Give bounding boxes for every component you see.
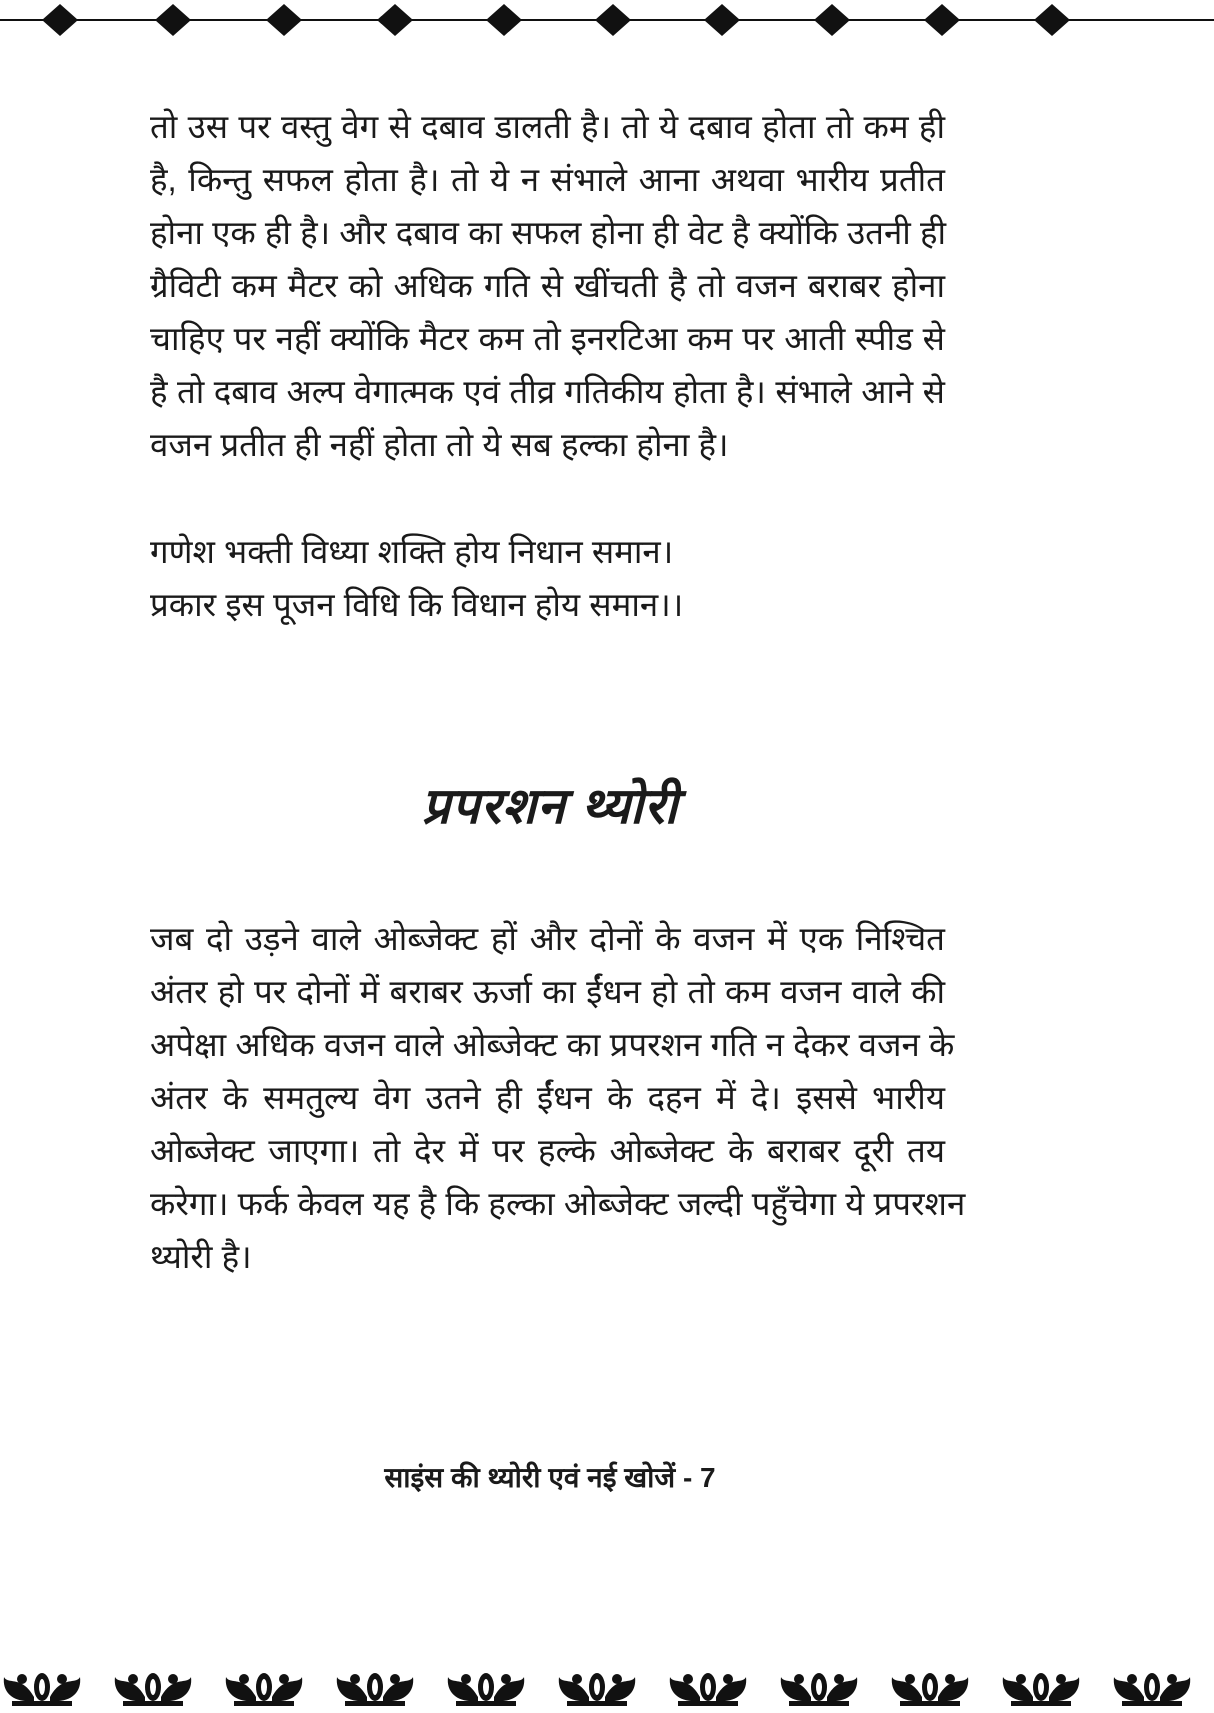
top-diamond-border — [0, 0, 1214, 40]
diamond-ornament-icon — [595, 4, 631, 36]
text-line: है तो दबाव अल्प वेगात्मक एवं तीव्र गतिकीय होता है। संभाले आने से — [150, 373, 945, 410]
text-line: ओब्जेक्ट जाएगा। तो देर में पर हल्के ओब्जेक्ट के बराबर दूरी तय — [150, 1132, 945, 1169]
verse — [150, 525, 945, 631]
floral-ornament-icon — [559, 1673, 635, 1706]
floral-ornament-icon — [670, 1673, 746, 1706]
floral-ornament-icon — [892, 1673, 968, 1706]
text-line: थ्योरी है। — [150, 1238, 252, 1275]
verse-line: प्रकार इस पूजन विधि कि विधान होय समान।। — [150, 586, 684, 623]
paragraph-2 — [150, 912, 966, 1283]
page-footer: साइंस की थ्योरी एवं नई खोजें - 7 — [384, 1462, 716, 1493]
diamond-ornament-icon — [377, 4, 413, 36]
diamond-ornament-icon — [155, 4, 191, 36]
floral-ornament-icon — [1114, 1673, 1190, 1706]
diamond-ornament-icon — [42, 4, 78, 36]
floral-ornament-icon — [4, 1673, 80, 1706]
text-line: है, किन्तु सफल होता है। तो ये न संभाले आना अथवा भारीय प्रतीत — [150, 161, 945, 198]
diamond-ornament-icon — [266, 4, 302, 36]
text-line: वजन प्रतीत ही नहीं होता तो ये सब हल्का होना है। — [150, 426, 729, 463]
text-line: करेगा। फर्क केवल यह है कि हल्का ओब्जेक्ट जल्दी पहुँचेगा ये प्रपरशन — [150, 1185, 966, 1222]
verse-line: गणेश भक्ती विध्या शक्ति होय निधान समान। — [150, 533, 674, 570]
diamond-ornament-icon — [1034, 4, 1070, 36]
text-line: चाहिए पर नहीं क्योंकि मैटर कम तो इनरटिआ कम पर आती स्पीड से — [150, 320, 945, 357]
diamond-ornament-icon — [486, 4, 522, 36]
text-line: तो उस पर वस्तु वेग से दबाव डालती है। तो ये दबाव होता तो कम ही — [150, 108, 945, 145]
text-line: अपेक्षा अधिक वजन वाले ओब्जेक्ट का प्रपरशन गति न देकर वजन के — [150, 1026, 955, 1063]
floral-ornament-icon — [1003, 1673, 1079, 1706]
diamond-ornament-icon — [924, 4, 960, 36]
floral-ornament-icon — [337, 1673, 413, 1706]
text-line: अंतर के समतुल्य वेग उतने ही ईंधन के दहन में दे। इससे भारीय — [150, 1079, 945, 1116]
paragraph-1 — [150, 100, 945, 471]
diamond-ornament-icon — [704, 4, 740, 36]
floral-ornament-icon — [226, 1673, 302, 1706]
floral-ornament-icon — [781, 1673, 857, 1706]
section-title: प्रपरशन थ्योरी — [421, 778, 679, 834]
text-line: जब दो उड़ने वाले ओब्जेक्ट हों और दोनों के वजन में एक निश्चित — [150, 920, 945, 957]
text-line: ग्रैविटी कम मैटर को अधिक गति से खींचती है तो वजन बराबर होना — [150, 267, 945, 304]
text-line: होना एक ही है। और दबाव का सफल होना ही वेट है क्योंकि उतनी ही — [150, 214, 947, 251]
text-line: अंतर हो पर दोनों में बराबर ऊर्जा का ईंधन हो तो कम वजन वाले की — [150, 973, 945, 1010]
floral-ornament-icon — [448, 1673, 524, 1706]
floral-ornament-icon — [115, 1673, 191, 1706]
diamond-ornament-icon — [814, 4, 850, 36]
bottom-floral-border — [0, 1665, 1214, 1713]
